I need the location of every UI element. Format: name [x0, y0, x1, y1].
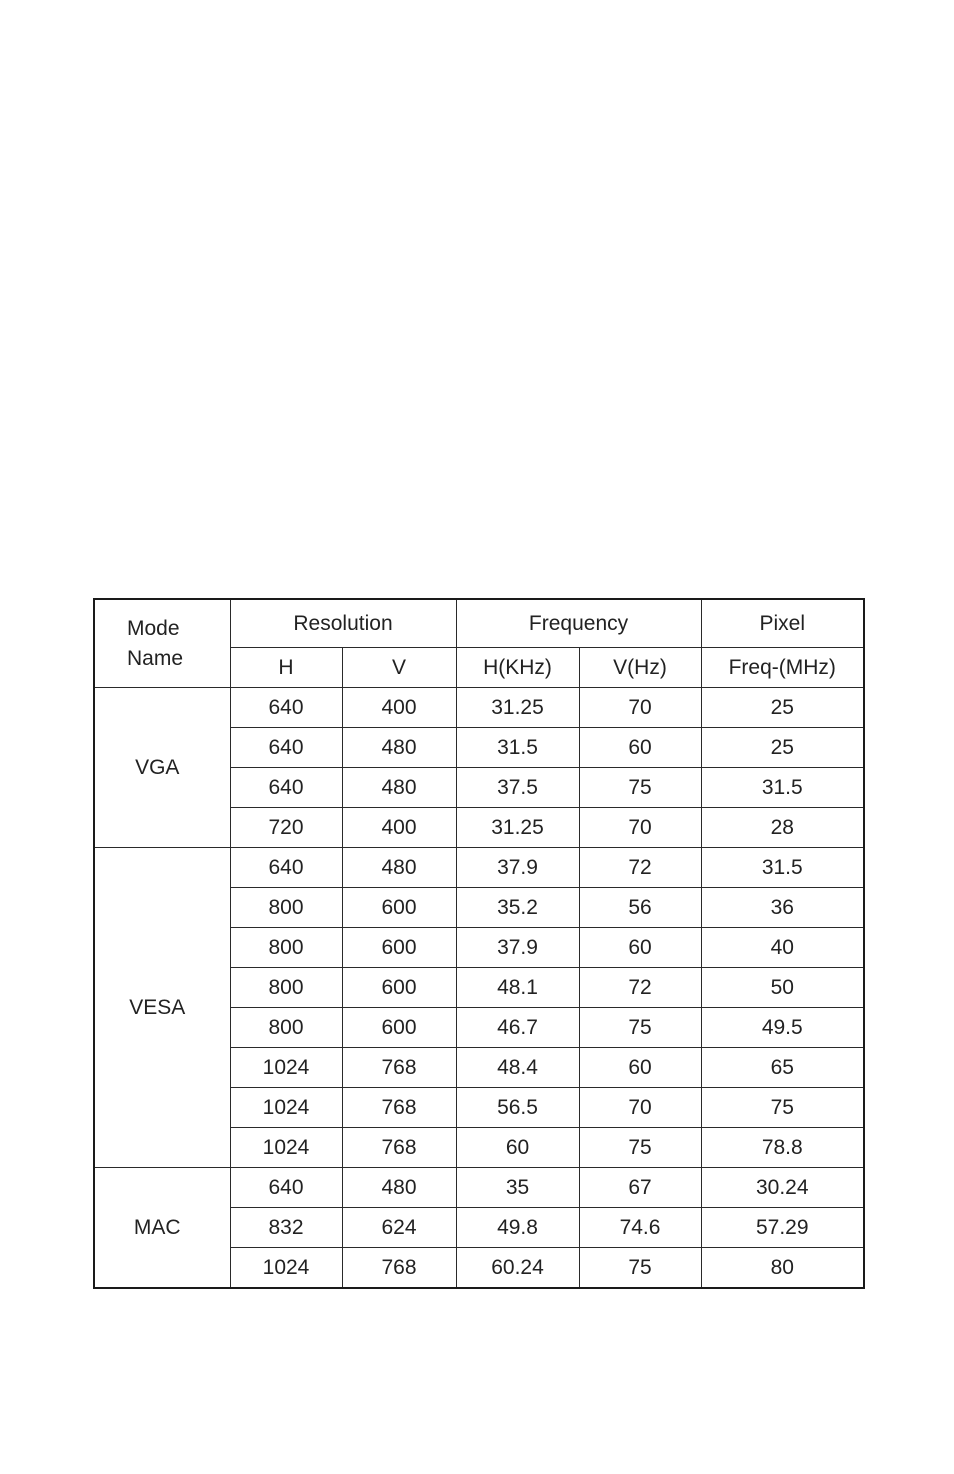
h-frequency-cell: 31.25	[456, 688, 579, 728]
v-frequency-cell: 75	[579, 1248, 701, 1289]
h-resolution-cell: 640	[230, 728, 342, 768]
h-resolution-cell: 800	[230, 968, 342, 1008]
mode-name-cell: VGA	[94, 688, 230, 848]
h-resolution-cell: 1024	[230, 1048, 342, 1088]
frequency-header: Frequency	[456, 599, 701, 648]
h-resolution-cell: 1024	[230, 1128, 342, 1168]
mode-name-cell: VESA	[94, 848, 230, 1168]
pixel-frequency-cell: 78.8	[701, 1128, 864, 1168]
h-frequency-cell: 48.4	[456, 1048, 579, 1088]
h-resolution-cell: 1024	[230, 1248, 342, 1289]
h-resolution-cell: 720	[230, 808, 342, 848]
v-frequency-cell: 70	[579, 1088, 701, 1128]
pixel-frequency-cell: 25	[701, 728, 864, 768]
header-row-top	[94, 599, 864, 648]
v-resolution-cell: 600	[342, 1008, 456, 1048]
pixel-frequency-cell: 28	[701, 808, 864, 848]
pixel-frequency-cell: 80	[701, 1248, 864, 1289]
table-body	[94, 688, 864, 1289]
v-resolution-cell: 624	[342, 1208, 456, 1248]
mode-name-cell: MAC	[94, 1168, 230, 1289]
h-frequency-header: H(KHz)	[456, 648, 579, 688]
pixel-frequency-cell: 31.5	[701, 768, 864, 808]
v-resolution-cell: 600	[342, 888, 456, 928]
mode-header-line1: Mode	[127, 616, 180, 640]
h-frequency-cell: 48.1	[456, 968, 579, 1008]
v-resolution-cell: 768	[342, 1088, 456, 1128]
pixel-frequency-cell: 31.5	[701, 848, 864, 888]
v-frequency-cell: 70	[579, 808, 701, 848]
pixel-frequency-header: Freq-(MHz)	[701, 648, 864, 688]
pixel-frequency-cell: 75	[701, 1088, 864, 1128]
h-frequency-cell: 60.24	[456, 1248, 579, 1289]
h-resolution-cell: 800	[230, 928, 342, 968]
h-resolution-cell: 1024	[230, 1088, 342, 1128]
h-resolution-cell: 832	[230, 1208, 342, 1248]
h-resolution-cell: 640	[230, 768, 342, 808]
v-resolution-cell: 400	[342, 688, 456, 728]
h-resolution-cell: 640	[230, 688, 342, 728]
pixel-frequency-cell: 49.5	[701, 1008, 864, 1048]
table-row	[94, 688, 864, 728]
v-frequency-cell: 60	[579, 1048, 701, 1088]
pixel-frequency-cell: 25	[701, 688, 864, 728]
pixel-frequency-cell: 65	[701, 1048, 864, 1088]
v-frequency-cell: 60	[579, 928, 701, 968]
resolution-header: Resolution	[230, 599, 456, 648]
h-frequency-cell: 31.5	[456, 728, 579, 768]
h-frequency-cell: 37.9	[456, 928, 579, 968]
h-frequency-cell: 49.8	[456, 1208, 579, 1248]
v-frequency-cell: 67	[579, 1168, 701, 1208]
pixel-frequency-cell: 50	[701, 968, 864, 1008]
mode-header-line2: Name	[127, 646, 184, 670]
v-resolution-cell: 480	[342, 728, 456, 768]
v-frequency-cell: 75	[579, 1008, 701, 1048]
v-frequency-cell: 75	[579, 768, 701, 808]
table-row	[94, 848, 864, 888]
pixel-frequency-cell: 36	[701, 888, 864, 928]
h-frequency-cell: 46.7	[456, 1008, 579, 1048]
h-frequency-cell: 37.5	[456, 768, 579, 808]
v-frequency-header: V(Hz)	[579, 648, 701, 688]
h-resolution-cell: 800	[230, 1008, 342, 1048]
v-resolution-cell: 768	[342, 1048, 456, 1088]
h-frequency-cell: 35.2	[456, 888, 579, 928]
h-frequency-cell: 56.5	[456, 1088, 579, 1128]
v-resolution-cell: 400	[342, 808, 456, 848]
h-resolution-cell: 640	[230, 848, 342, 888]
h-frequency-cell: 35	[456, 1168, 579, 1208]
v-frequency-cell: 72	[579, 848, 701, 888]
v-frequency-cell: 74.6	[579, 1208, 701, 1248]
pixel-frequency-cell: 40	[701, 928, 864, 968]
display-timing-table	[93, 598, 865, 1289]
h-resolution-cell: 800	[230, 888, 342, 928]
pixel-header: Pixel	[701, 599, 864, 648]
pixel-frequency-cell: 30.24	[701, 1168, 864, 1208]
table-header	[94, 599, 864, 688]
v-resolution-cell: 600	[342, 928, 456, 968]
h-frequency-cell: 60	[456, 1128, 579, 1168]
pixel-frequency-cell: 57.29	[701, 1208, 864, 1248]
h-resolution-cell: 640	[230, 1168, 342, 1208]
v-resolution-cell: 480	[342, 848, 456, 888]
v-resolution-cell: 600	[342, 968, 456, 1008]
v-resolution-cell: 768	[342, 1128, 456, 1168]
v-resolution-cell: 480	[342, 768, 456, 808]
v-frequency-cell: 56	[579, 888, 701, 928]
h-frequency-cell: 31.25	[456, 808, 579, 848]
table-row	[94, 1168, 864, 1208]
v-frequency-cell: 70	[579, 688, 701, 728]
h-resolution-header: H	[230, 648, 342, 688]
v-frequency-cell: 72	[579, 968, 701, 1008]
v-resolution-cell: 768	[342, 1248, 456, 1289]
h-frequency-cell: 37.9	[456, 848, 579, 888]
mode-name-header	[94, 599, 230, 688]
v-resolution-header: V	[342, 648, 456, 688]
v-resolution-cell: 480	[342, 1168, 456, 1208]
v-frequency-cell: 60	[579, 728, 701, 768]
v-frequency-cell: 75	[579, 1128, 701, 1168]
